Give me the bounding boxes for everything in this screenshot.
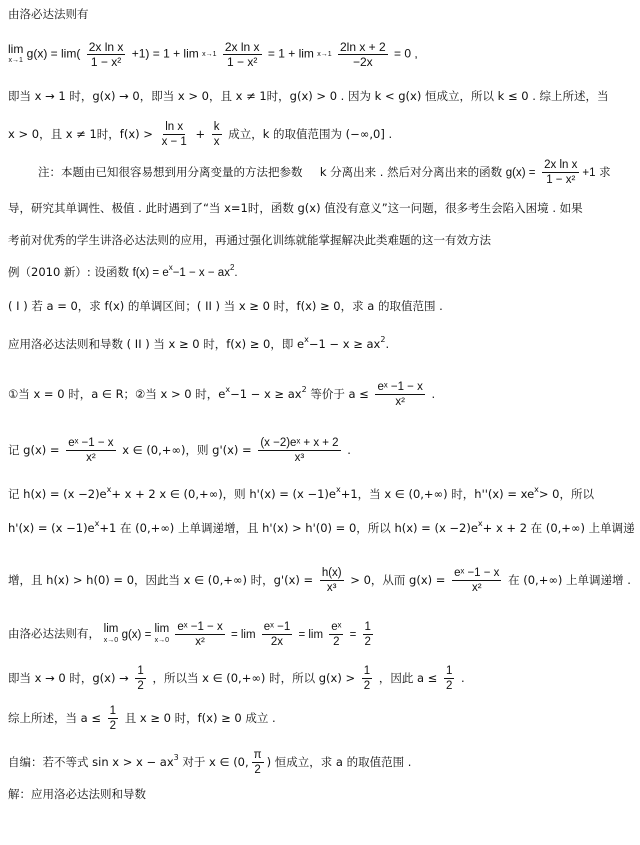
note-line: 注：本题由已知很容易想到用分离变量的方法把参数 k 分离出来 . 然后对分离出来的函数 g(x) = $\frac{\text{2x ln x}}{\text{1 − x²}}$ +1 求 (38, 159, 611, 186)
paragraph-line: 即当 x → 1 时，g(x) → 0，即当 x > 0，且 x ≠ 1时，g(x) > 0 . 因为 k < g(x) 恒成立，所以 k ≤ 0 . 综上所述，当 (8, 89, 609, 103)
paragraph-line: 应用洛必达法则和导数 ( II ) 当 x ≥ 0 时，f(x) ≥ 0，即 $e^x-1 - x \ge ax^2$. (8, 335, 390, 351)
question-line: ( I ) 若 a = 0，求 f(x) 的单调区间；( II ) 当 x ≥ 0 时，f(x) ≥ 0，求 a 的取值范围 . (8, 299, 443, 313)
solution-line: 解：应用洛必达法则和导数 (8, 787, 146, 801)
limit-formula-1: lim x→1 g(x) = lim( $\frac{\text{2x ln x}}{\text{1 − x²}}$ +1) = 1 + lim x→1 $\frac{\text{2x ln x}}{\text{1 − x²}}$ = 1 + lim x→1 $\frac{\text{2ln x + 2}}{-2x}$ = 0 , (8, 40, 418, 69)
g-definition: 记 g(x) = $\frac{\text{eˣ −1 − x}}{\text{x²}}$ x ∈ (0,+∞)，则 g'(x) = $\frac{\text{(x −2)eˣ + x + 2}}{\text{x³}}$ . (8, 437, 351, 464)
note-line: 考前对优秀的学生讲洛必达法则的应用，再通过强化训练就能掌握解决此类难题的这一有效方法 (8, 233, 491, 247)
paragraph-line: 增，且 h(x) > h(0) = 0，因此当 x ∈ (0,+∞) 时，g'(x) = $\frac{h(x)}{\text{x³}}$ > 0，从而 g(x) = $\frac{\text{eˣ −1 − x}}{\text{x²}}$ 在 (0,+∞) 上单调递增 . (8, 567, 631, 594)
example-title: 例（2010 新）: 设函数 $f(x) = e^x-1 - x - ax^2$. (8, 263, 238, 279)
h-definition: 记 $h(x) = (x -2)e^x+ x + 2$ x ∈ (0,+∞)，则 $h'(x) = (x -1)e^x+1$，当 x ∈ (0,+∞) 时，$h''(x) = xe^x> 0$，所以 (8, 485, 594, 501)
result-line: 即当 x → 0 时，g(x) → $\frac{1}{2}$ ，所以当 x ∈ (0,+∞) 时，所以 g(x) > $\frac{1}{2}$ ，因此 a ≤ $\frac{1}{2}$ . (8, 665, 465, 692)
paragraph-line: x > 0，且 x ≠ 1时，f(x) > $\frac{\text{ln x}}{x - 1}$ + $\frac{k}{x}$ 成立，k 的取值范围为 (−∞,0] . (8, 121, 393, 148)
intro-text: 由洛必达法则有 (8, 7, 89, 21)
paragraph-line: $h'(x) = (x -1)e^x+1$ 在 (0,+∞) 上单调递增，且 h'(x) > h'(0) = 0，所以 $h(x) = (x -2)e^x+ x + 2$ 在 (0,+∞) 上单调递 (8, 519, 635, 535)
case-line: ①当 x = 0 时，a ∈ R；②当 x > 0 时，$e^x-1 - x \ge ax^2$ 等价于 a ≤ $\frac{\text{eˣ −1 − x}}{\text{x²}}$ . (8, 381, 436, 408)
limit-formula-2: 由洛必达法则有， lim x→0 g(x) = lim x→0 $\frac{\text{eˣ −1 − x}}{\text{x²}}$ = lim $\frac{\text{eˣ −1}}{2x}$ = lim $\frac{\text{eˣ}}{2}$ = $\frac{1}{2}$ (8, 621, 371, 648)
note-line: 导，研究其单调性、极值 . 此时遇到了“当 x=1时，函数 g(x) 值没有意义”这一问题，很多考生会陷入困境 . 如果 (8, 201, 583, 215)
summary-line: 综上所述，当 a ≤ $\frac{1}{2}$ 且 x ≥ 0 时，f(x) ≥ 0 成立 . (8, 705, 276, 732)
self-exercise: 自编：若不等式 $\sin x > x - ax^3$ 对于 x ∈ (0, $\frac{\pi}{2}$ ) 恒成立，求 a 的取值范围 . (8, 749, 412, 776)
